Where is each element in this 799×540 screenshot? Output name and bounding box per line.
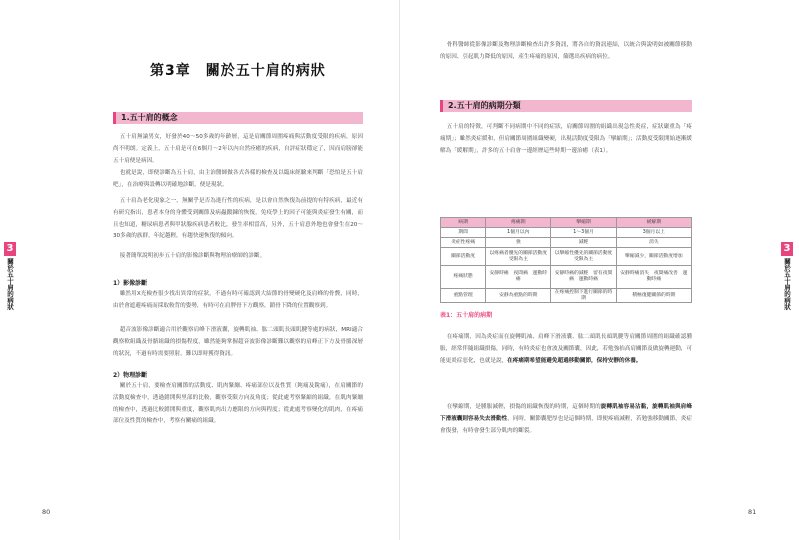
table-cell: 以疼痛者優先的關節活動度受限為主	[486, 248, 551, 266]
page-number-left: 80	[42, 508, 51, 516]
phases-paragraph: 五十肩的特徵，可判斷不同病期中不同的症狀，肩關節周圍的組織出現急性炎症，症狀嚴重為「疼痛期」；雖然炎症緩和，但肩關節周圍組織變硬，出現活動度受限為「攣縮期」；活動度受限開始逐漸緩解為「緩解期」，許多的五十肩會一邊經歷這些時期一邊治癒（表1）。	[440, 124, 692, 154]
left-page	[0, 0, 399, 540]
table-row	[441, 289, 692, 303]
imaging-paragraph-1: 雖然用X光檢查很少找出異常的症狀，不過有時可確認到大結節的骨變硬化及肩峰的骨贅，同時，由於會遮避疼痛而採取較背的姿勢，有時可在肩胛骨下方觀察，鎖骨下降的位置觀察到。	[113, 291, 363, 309]
concept-paragraph-4: 接著簡單說明初步五十肩的影像診斷與物理治療師的診斷。	[119, 253, 266, 259]
concept-paragraph-2: 也就是說，即便診斷為五十肩，由主治醫師做各式各樣的檢查及以臨床經驗來判斷「恐怕是五十肩吧」，在治療與設轉以明確地診斷，便是現狀。	[113, 170, 363, 188]
concept-paragraph-1: 五十肩無論男女，好發於40～50多歲的年齡層，這是肩關節周圍疼痛與活動度受限的疾病，原因尚不明朗。定義上，五十肩是可在6個月～2年以內自然痊癒的疾病，自評症狀穩定了，因而肩膀卻能五十肩便是病因。	[113, 134, 363, 164]
section-heading-phases: 2.五十肩的病期分類	[440, 100, 692, 112]
table-row	[441, 228, 692, 238]
physical-paragraph-1: 關於五十肩，要檢查肩關節的活動度、肌肉緊繃、疼痛部位以及性質（鈍痛及銳痛），在肩關節的活動度檢查中，透過錯開與里部的比較，觀察受限方向及角度；從此處考察緊縮的組織，在肌肉緊繃的檢查中，透過比較錯開與重度，觀察肌肉出力應限的方向與程度；從此處考察變化的肌肉，在疼痛部位及性質的檢查中，考察有關痛的組織。	[113, 383, 363, 425]
table-header: 緩解期	[616, 218, 691, 228]
table-row	[441, 266, 692, 289]
stiff-phase-paragraph	[440, 402, 692, 437]
table-cell: 關節活動度	[441, 248, 486, 266]
table-cell: 在疼痛控制下進行關節的時期	[551, 289, 616, 303]
table-row	[441, 248, 692, 266]
table-cell: 重點管理	[441, 289, 486, 303]
pain-phase-emphasis: 在疼痛期希望能避免超過移動關節，保持安靜的休養。	[507, 357, 642, 364]
table-cell: 疼痛狀態	[441, 266, 486, 289]
section-heading-concept: 1.五十肩的概念	[113, 112, 363, 124]
page-number-right: 81	[748, 508, 757, 516]
table-cell: 強	[486, 238, 551, 248]
table-cell: 安靜時痛消失 夜間痛改善 運動時痛	[616, 266, 691, 289]
phase-table	[440, 217, 692, 303]
table-cell: 以攣縮性優先的關節活動度受限為主	[551, 248, 616, 266]
table-header: 疼痛期	[486, 218, 551, 228]
table-header: 攣縮期	[551, 218, 616, 228]
table-header: 病期	[441, 218, 486, 228]
pain-phase-paragraph	[440, 332, 692, 367]
table-cell: 1個月以內	[486, 228, 551, 238]
table-cell: 攣縮減少，關節活動度增加	[616, 248, 691, 266]
chapter-side-label-left: 關於五十肩的病狀	[6, 258, 14, 310]
table-cell: 3個月以上	[616, 228, 691, 238]
stiff-phase-text: 在攣縮期，是腫脹減輕，損傷的組織恢復的時期，這個時期的	[446, 404, 601, 410]
table-header-row	[441, 218, 692, 228]
table-cell: 安靜時痛的減輕 留有夜間痛 運動時痛	[551, 266, 616, 289]
table-cell: 減輕	[551, 238, 616, 248]
subheading-imaging: 1）影像診斷	[113, 280, 148, 287]
table-row	[441, 238, 692, 248]
table-cell: 安靜為重點的時期	[486, 289, 551, 303]
chapter-tab-left: 3	[4, 242, 16, 256]
table-cell: 安靜時痛 夜間痛 運動時痛	[486, 266, 551, 289]
table-cell: 炎症性疼痛	[441, 238, 486, 248]
chapter-side-label-right: 關於五十肩的病狀	[783, 258, 791, 310]
table-cell: 1～3個月	[551, 228, 616, 238]
concept-paragraph-3: 五十肩為老化現象之一，無關乎是否為進行性的疾病，是以會自然恢復為前提的有特疾病，最近有有研究指出，患者本身的身體受到關節及病蟲鍛錬的恢復，免疫學上的因子可能與炎症發生有關，而且也知道，糖尿病患者與甲狀腺疾病患者較比，發生率相當高，另外，五十肩意外地也會發生在20～30多歲的族群，年紀越輕，有趨快速恢復的傾向。	[113, 198, 363, 240]
table-cell: 消失	[616, 238, 691, 248]
stiff-phase-emphasis: 旋轉肌袖容易沾黏，旋轉肌袖與肩峰下滑液囊則容易失去滑動性	[440, 404, 692, 422]
table-caption: 表1：五十肩的病期	[440, 312, 493, 319]
table-cell: 期間	[441, 228, 486, 238]
pain-phase-text: 在疼痛期，因為炎症而在旋轉肌袖、肩峰下滑液囊、肱二頭肌長頭肌腱等肩關節周圍的組織確認腫脹，經常伴隨組織損傷，同時，有時炎症也會波及關節囊，因此，若勉強抬高肩關節及做旋轉運動，可能更炎症惡化，也就是說，	[440, 334, 692, 364]
intro-paragraph: 骨科醫師從影像診斷及物理診斷檢查出許多資訊，將各自的資訊連結，以統合與說明如被關節移動的原因、引起肌力降低的原因，產生疼痛的原因，篩選出疾病的病位。	[440, 42, 692, 60]
imaging-paragraph-2: 超音波影像診斷適合用於觀察肩峰下滑液囊，旋轉肌袖、肱二頭肌長頭肌腱等處的病狀，MRI適合觀察軟組織及骨骼組織的損傷程度，雖然能夠掌握超音波影像診斷難以觀察的肩峰正下方及骨骼深層的狀況，不過有時需要照射，難以即時獲得資訊。	[113, 327, 363, 357]
table-cell: 積極復健關節的時期	[616, 289, 691, 303]
subheading-physical: 2）物理診斷	[113, 372, 148, 379]
stiff-phase-tail: ，同時，關節囊肥厚也是這個時期，即便疼痛減輕，若勉強移動關節，炎症會復發，有時會發生部分肌肉的斷裂。	[440, 415, 692, 434]
chapter-tab-right: 3	[781, 242, 793, 256]
chapter-title: 第3章 關於五十肩的病狀	[150, 63, 326, 79]
